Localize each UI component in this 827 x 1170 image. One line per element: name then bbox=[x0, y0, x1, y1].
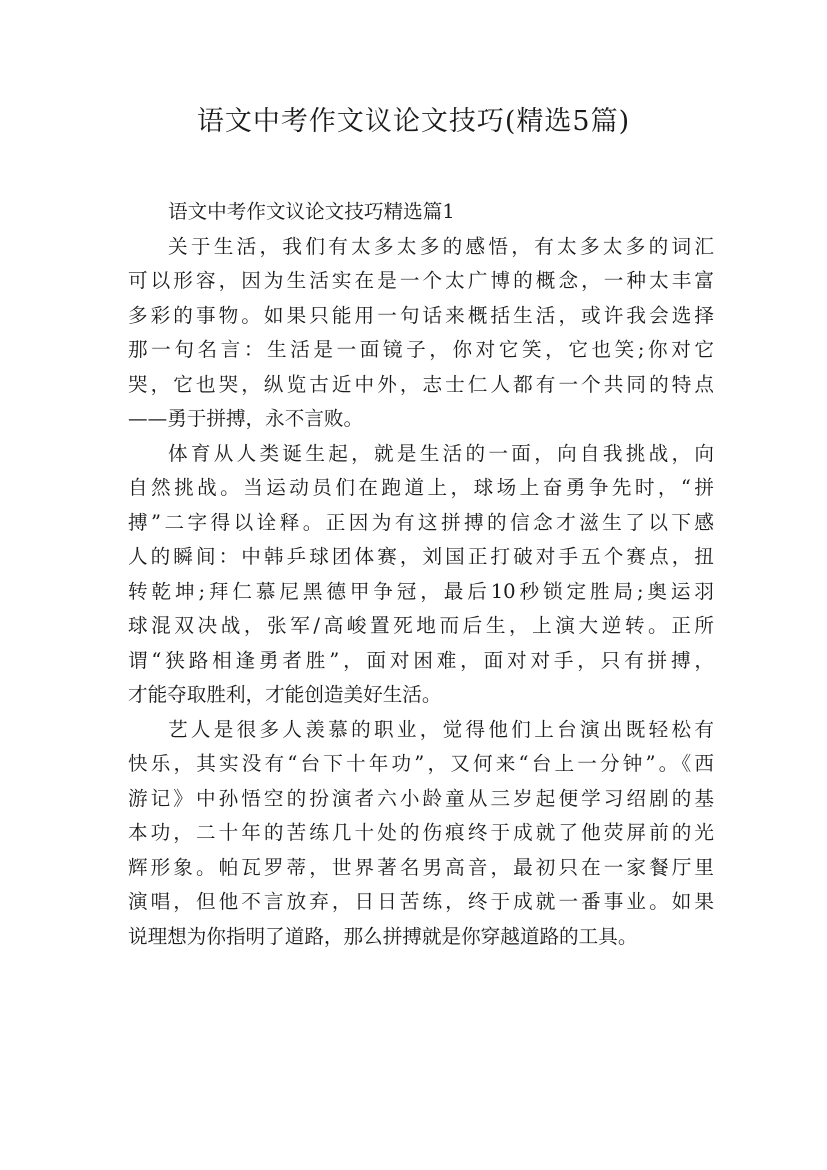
paragraph-line: 自然挑战。当运动员们在跑道上，球场上奋勇争先时，“拼 bbox=[128, 476, 714, 499]
paragraph-line: 球混双决战，张军/高峻置死地而后生，上演大逆转。正所 bbox=[128, 614, 714, 637]
paragraph-line: 辉形象。帕瓦罗蒂，世界著名男高音，最初只在一家餐厅里 bbox=[128, 855, 714, 879]
paragraph-3 bbox=[128, 713, 714, 955]
paragraph-line: 搏”二字得以诠释。正因为有这拼搏的信念才滋生了以下感 bbox=[128, 510, 714, 534]
paragraph-line: 关于生活，我们有太多太多的感悟，有太多太多的词汇 bbox=[168, 234, 714, 258]
paragraph-line: 快乐，其实没有“台下十年功”，又何来“台上一分钟”。《西 bbox=[128, 752, 714, 775]
paragraph-2 bbox=[128, 437, 714, 713]
paragraph-line: 艺人是很多人羡慕的职业，觉得他们上台演出既轻松有 bbox=[168, 717, 714, 741]
paragraph-line: 可以形容，因为生活实在是一个太广博的概念，一种太丰富 bbox=[128, 269, 714, 292]
paragraph-line: 那一句名言：生活是一面镜子，你对它笑，它也笑;你对它 bbox=[128, 338, 714, 361]
paragraph-line: ——勇于拼搏，永不言败。 bbox=[128, 407, 364, 430]
paragraph-line: 游记》中孙悟空的扮演者六小龄童从三岁起便学习绍剧的基 bbox=[128, 786, 714, 810]
paragraph-line: 人的瞬间：中韩乒球团体赛，刘国正打破对手五个赛点，扭 bbox=[128, 545, 714, 568]
paragraph-line: 哭，它也哭，纵览古近中外，志士仁人都有一个共同的特点 bbox=[128, 372, 714, 396]
paragraph-line: 演唱，但他不言放弃，日日苦练，终于成就一番事业。如果 bbox=[128, 890, 714, 913]
document-title: 语文中考作文议论文技巧(精选5篇) bbox=[196, 106, 631, 137]
document-body bbox=[128, 195, 714, 954]
paragraph-line: 本功，二十年的苦练几十处的伤痕终于成就了他荧屏前的光 bbox=[128, 821, 714, 844]
paragraph-line: 体育从人类诞生起，就是生活的一面，向自我挑战，向 bbox=[168, 441, 714, 465]
paragraph-line: 说理想为你指明了道路，那么拼搏就是你穿越道路的工具。 bbox=[128, 924, 638, 948]
paragraph-line: 谓“狭路相逢勇者胜”，面对困难，面对对手，只有拼搏， bbox=[128, 648, 714, 672]
section-heading: 语文中考作文议论文技巧精选篇1 bbox=[168, 200, 455, 223]
paragraph-line: 多彩的事物。如果只能用一句话来概括生活，或许我会选择 bbox=[128, 303, 714, 327]
paragraph-line: 才能夺取胜利，才能创造美好生活。 bbox=[128, 683, 442, 706]
paragraph-line: 转乾坤;拜仁慕尼黑德甲争冠，最后10秒锁定胜局;奥运羽 bbox=[128, 579, 714, 603]
paragraph-1 bbox=[128, 230, 714, 437]
